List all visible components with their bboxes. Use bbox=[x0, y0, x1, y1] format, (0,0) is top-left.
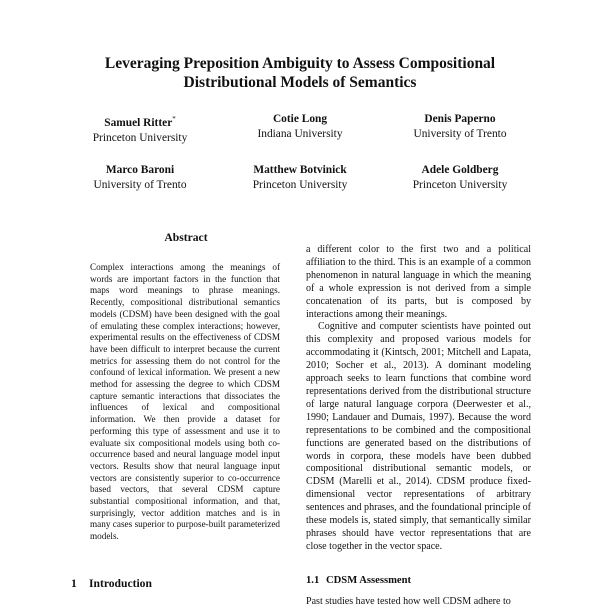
author-affiliation: Princeton University bbox=[92, 131, 188, 144]
author-name: Matthew Botvinick bbox=[253, 164, 347, 176]
author-block bbox=[60, 112, 220, 146]
author-affiliation: University of Trento bbox=[93, 179, 187, 191]
body-paragraph: a different color to the first two and a political affiliation to the third. This is an example of a common phenomenon in natural language in which the meaning of a whole expression is not derived from a simple concatenation of its parts, but is composed by interactions among their meanings. bbox=[306, 244, 531, 320]
footnote-mark: * bbox=[172, 115, 176, 123]
author-row-1 bbox=[60, 112, 540, 146]
abstract-heading: Abstract bbox=[164, 231, 208, 244]
author-affiliation: Princeton University bbox=[412, 179, 508, 191]
author-name: Cotie Long bbox=[272, 113, 328, 125]
body-paragraph: Cognitive and computer scientists have pointed out this complexity and proposed various models for accommodating it (Kintsch, 2001; Mitchell and Lapata, 2010; Socher et al., 2013). A dominant modeling approach seeks to learn functions that combine word representations derived from the distributional structure of large natural language corpora (Deerwester et al., 1990; Landauer and Dumais, 1997). Because the word representations to be combined and the compositional functions are generated based on the distributions of words in corpora, these models have been dubbed compositional distributional semantic models, or CDSM (Marelli et al., 2014). CDSM produce fixed-dimensional vector representations of arbitrary sentences and phrases, and the foundational principle of these models is, stated simply, that semantically similar phrases should have vector representations that are close together in the vector space. bbox=[306, 321, 531, 552]
paper-title: Leveraging Preposition Ambiguity to Assess Compositional Distributional Models of Semantics bbox=[104, 55, 496, 91]
section-number: 1 bbox=[71, 577, 77, 590]
abstract-body: Complex interactions among the meanings of words are important factors in the function that maps word meanings to phrase meanings. Recently, compositional distributional semantics models (CDSM) have been designed with the goal of emulating these complex interactions; however, experimental results on the effectiveness of CDSM have been difficult to interpret because the current metrics for assessing them do not control for the confound of lexical information. We present a new method for assessing the degree to which CDSM capture semantic interactions that dissociates the influences of lexical and compositional information. We then provide a dataset for performing this type of assessment and use it to evaluate six compositional models using both co-occurrence based and neural language model input vectors. Results show that neural language input vectors are consistently superior to co-occurrence based vectors, that several CDSM capture substantial compositional information, and that, surprisingly, vector addition matches and is in many cases superior to purpose-built parameterized models. bbox=[90, 262, 280, 542]
author-affiliation: Indiana University bbox=[257, 128, 343, 140]
author-name: Denis Paperno bbox=[424, 113, 496, 125]
subsection-number: 1.1 bbox=[306, 575, 320, 586]
author-affiliation: University of Trento bbox=[413, 128, 507, 140]
author-block bbox=[380, 112, 540, 146]
author-name: Marco Baroni bbox=[105, 164, 175, 176]
author-row-2 bbox=[60, 163, 540, 193]
author-block bbox=[220, 112, 380, 146]
author-name: Adele Goldberg bbox=[421, 164, 499, 176]
subsection-heading bbox=[306, 575, 411, 586]
author-affiliation: Princeton University bbox=[252, 179, 348, 191]
author-block bbox=[220, 163, 380, 193]
subsection-title: CDSM Assessment bbox=[326, 575, 412, 586]
author-block bbox=[60, 163, 220, 193]
author-block bbox=[380, 163, 540, 193]
right-column bbox=[306, 244, 531, 554]
author-name: Samuel Ritter bbox=[104, 116, 173, 129]
section-title: Introduction bbox=[89, 577, 152, 590]
introduction-heading bbox=[71, 577, 152, 590]
cut-off-line: Past studies have tested how well CDSM adhere to bbox=[306, 596, 511, 607]
